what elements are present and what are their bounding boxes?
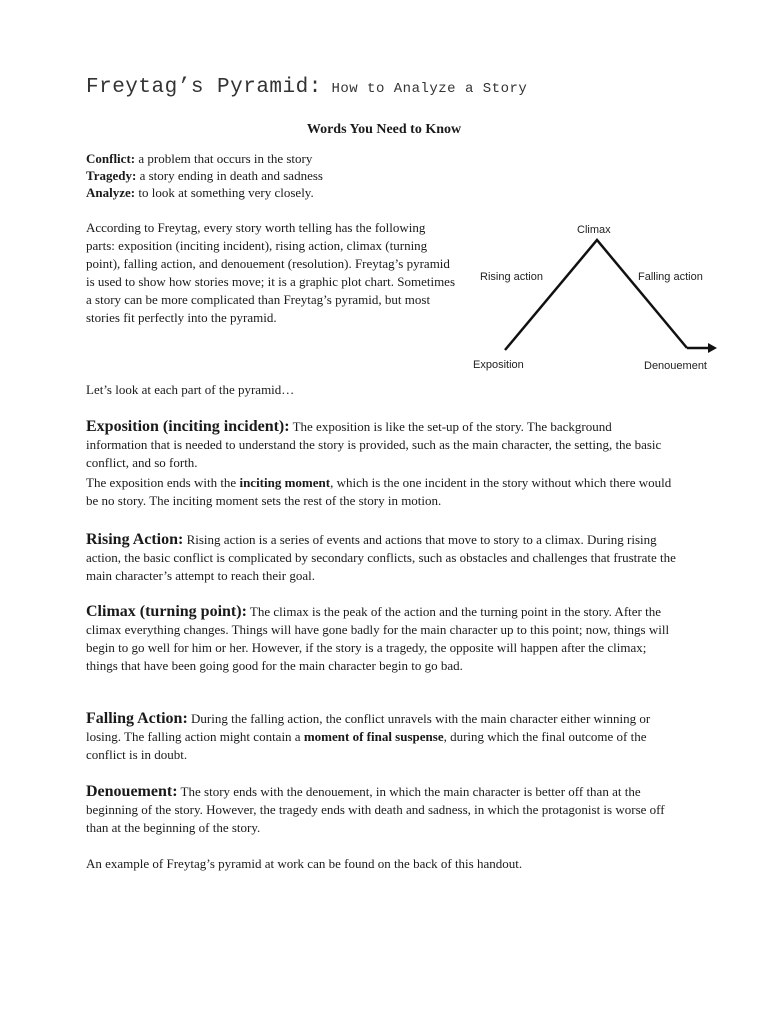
section-climax [86,603,676,675]
climax-paragraph [86,603,676,675]
label-climax: Climax [577,224,611,236]
section-text: The story ends with the denouement, in which the main character is better off than at the beginning of the story. However, the tragedy ends with death and sadness, in which the protagonist is worse off than at the beginning of the story. [86,784,665,835]
label-denouement: Denouement [644,360,707,372]
arrow-head-icon [708,343,717,353]
inciting-moment-bold: inciting moment [239,475,331,490]
definition-term: Analyze: [86,185,136,200]
section-term: Denouement: [86,783,178,800]
section-text: , during which the final outcome of the conflict is in doubt. [86,729,647,762]
definition-tragedy [86,167,323,184]
label-exposition: Exposition [473,359,524,371]
section-term: Climax (turning point): [86,603,247,620]
title-subtitle: How to Analyze a Story [331,81,528,97]
section-term: Rising Action: [86,531,184,548]
section-exposition [86,418,676,510]
denouement-paragraph [86,783,676,837]
pyramid-line [505,240,687,350]
falling-action-paragraph [86,710,676,764]
definition-text: a problem that occurs in the story [135,151,313,166]
section-denouement [86,783,676,837]
definitions-list [86,150,323,201]
freytag-pyramid-diagram [460,215,730,375]
section-term: Exposition (inciting incident): [86,418,290,435]
section-text: The exposition ends with the [86,475,240,490]
label-falling-action: Falling action [638,271,703,283]
definition-text: a story ending in death and sadness [136,168,323,183]
section-text: , which is the one incident in the story without which there would be no story. The inciting moment sets the rest of the story in motion. [86,475,672,508]
section-falling-action [86,710,676,764]
vocab-heading: Words You Need to Know [306,122,462,137]
section-text: The exposition is like the set-up of the story. The background information that is needed to understand the story is provided, such as the main character, the setting, the basic conflict, and so forth. [86,419,662,470]
section-term: Falling Action: [86,710,188,727]
closing-note: An example of Freytag’s pyramid at work can be found on the back of this handout. [86,856,523,871]
lets-look-line: Let’s look at each part of the pyramid… [86,382,295,397]
final-suspense-bold: moment of final suspense [303,729,444,744]
definition-text: to look at something very closely. [135,185,314,200]
definition-term: Conflict: [86,151,136,166]
section-rising-action [86,531,676,585]
definition-analyze [86,184,323,201]
definition-conflict [86,150,323,167]
inciting-moment-paragraph [86,474,676,510]
section-text: During the falling action, the conflict unravels with the main character either winning or losing. The falling action might contain a [86,711,651,744]
section-text: The climax is the peak of the action and the turning point in the story. After the climax everything changes. Things will have gone badly for the main character up to this point; now, things will begin to go well for him or her. However, if the story is a tragedy, the opposite will happen after the climax; things that have been going good for the main character begin to go bad. [86,604,670,673]
rising-action-paragraph [86,531,676,585]
intro-paragraph: According to Freytag, every story worth telling has the following parts: exposition (inciting incident), rising action, climax (turning point), falling action, and denouement (resolution). Freytag’s pyramid is used to show how stories move; it is a graphic plot chart. Sometimes a story can be more complicated than Freytag’s pyramid, but most stories fit perfectly into the pyramid. [86,220,456,325]
title-main: Freytag’s Pyramid: [86,76,322,99]
exposition-paragraph [86,418,676,472]
definition-term: Tragedy: [86,168,137,183]
section-text: Rising action is a series of events and actions that move to story to a climax. During rising action, the basic conflict is complicated by secondary conflicts, such as obstacles and challenges that frustrate the main character’s attempt to reach their goal. [86,532,676,583]
label-rising-action: Rising action [480,271,543,283]
page-title [86,76,527,99]
